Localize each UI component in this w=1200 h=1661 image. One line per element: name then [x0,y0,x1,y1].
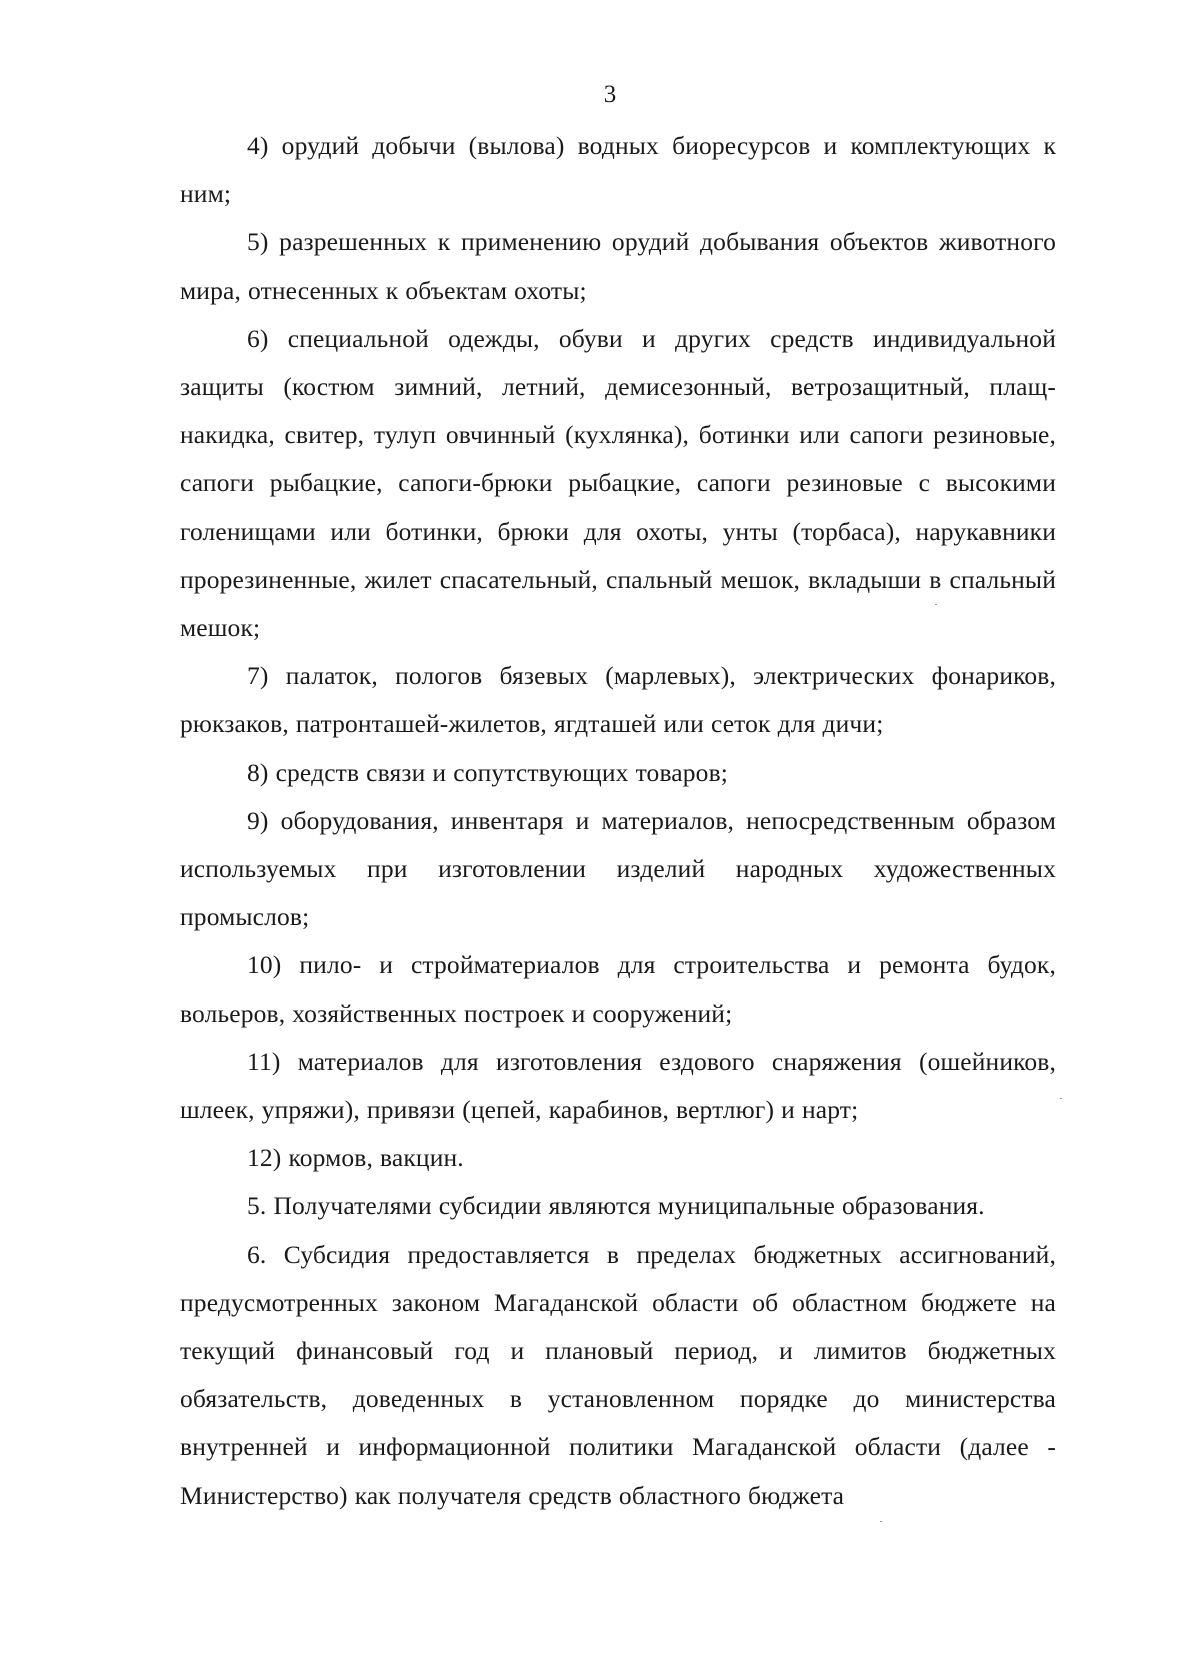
clause-5-recipients: 5. Получателями субсидии являются муниципальные образования. [247,1191,985,1221]
scan-speck [1060,1098,1062,1099]
list-item-4: 4) орудий добычи (вылова) водных биоресурсов и комплектующих к ним; [180,131,1056,209]
list-item-5: 5) разрешенных к применению орудий добывания объектов животного мира, отнесенных к объектам охоты; [180,227,1056,305]
list-item-7: 7) палаток, пологов бязевых (марлевых), электрических фонариков, рюкзаков, патронташей-жилетов, ягдташей или сеток для дичи; [180,661,1056,739]
scan-speck [935,604,937,605]
list-item-11: 11) материалов для изготовления ездового снаряжения (ошейников, шлеек, упряжи), привязи (цепей, карабинов, вертлюг) и нарт; [180,1046,1056,1125]
list-item-10: 10) пило- и стройматериалов для строительства и ремонта будок, вольеров, хозяйственных построек и сооружений; [180,950,1056,1028]
clause-6-subsidy: 6. Субсидия предоставляется в пределах бюджетных ассигнований, предусмотренных законом Магаданской области об областном бюджете на текущий финансовый год и плановый период, и лимитов бюджетных обязательств, доведенных в установленном порядке до министерства внутренней и информационной политики Магаданской области (далее - Министерство) как получателя средств областного бюджета [180,1239,1056,1510]
scan-speck [880,1521,882,1522]
list-item-8: 8) средств связи и сопутствующих товаров; [247,757,728,787]
list-item-9: 9) оборудования, инвентаря и материалов, непосредственным образом используемых при изготовлении изделий народных художественных промыслов; [180,805,1056,932]
list-item-6: 6) специальной одежды, обуви и других средств индивидуальной защиты (костюм зимний, летний, демисезонный, ветрозащитный, плащ-накидка, свитер, тулуп овчинный (кухлянка), ботинки или сапоги резиновые, сапоги рыбацкие, сапоги-брюки рыбацкие, сапоги резиновые с высокими голенищами или ботинки, брюки для охоты, унты (торбаса), нарукавники прорезиненные, жилет спасательный, спальный мешок, вкладыши в спальный мешок; [180,323,1056,643]
page-number: 3 [603,81,617,108]
list-item-12: 12) кормов, вакцин. [247,1143,464,1173]
document-body [180,122,1056,1520]
